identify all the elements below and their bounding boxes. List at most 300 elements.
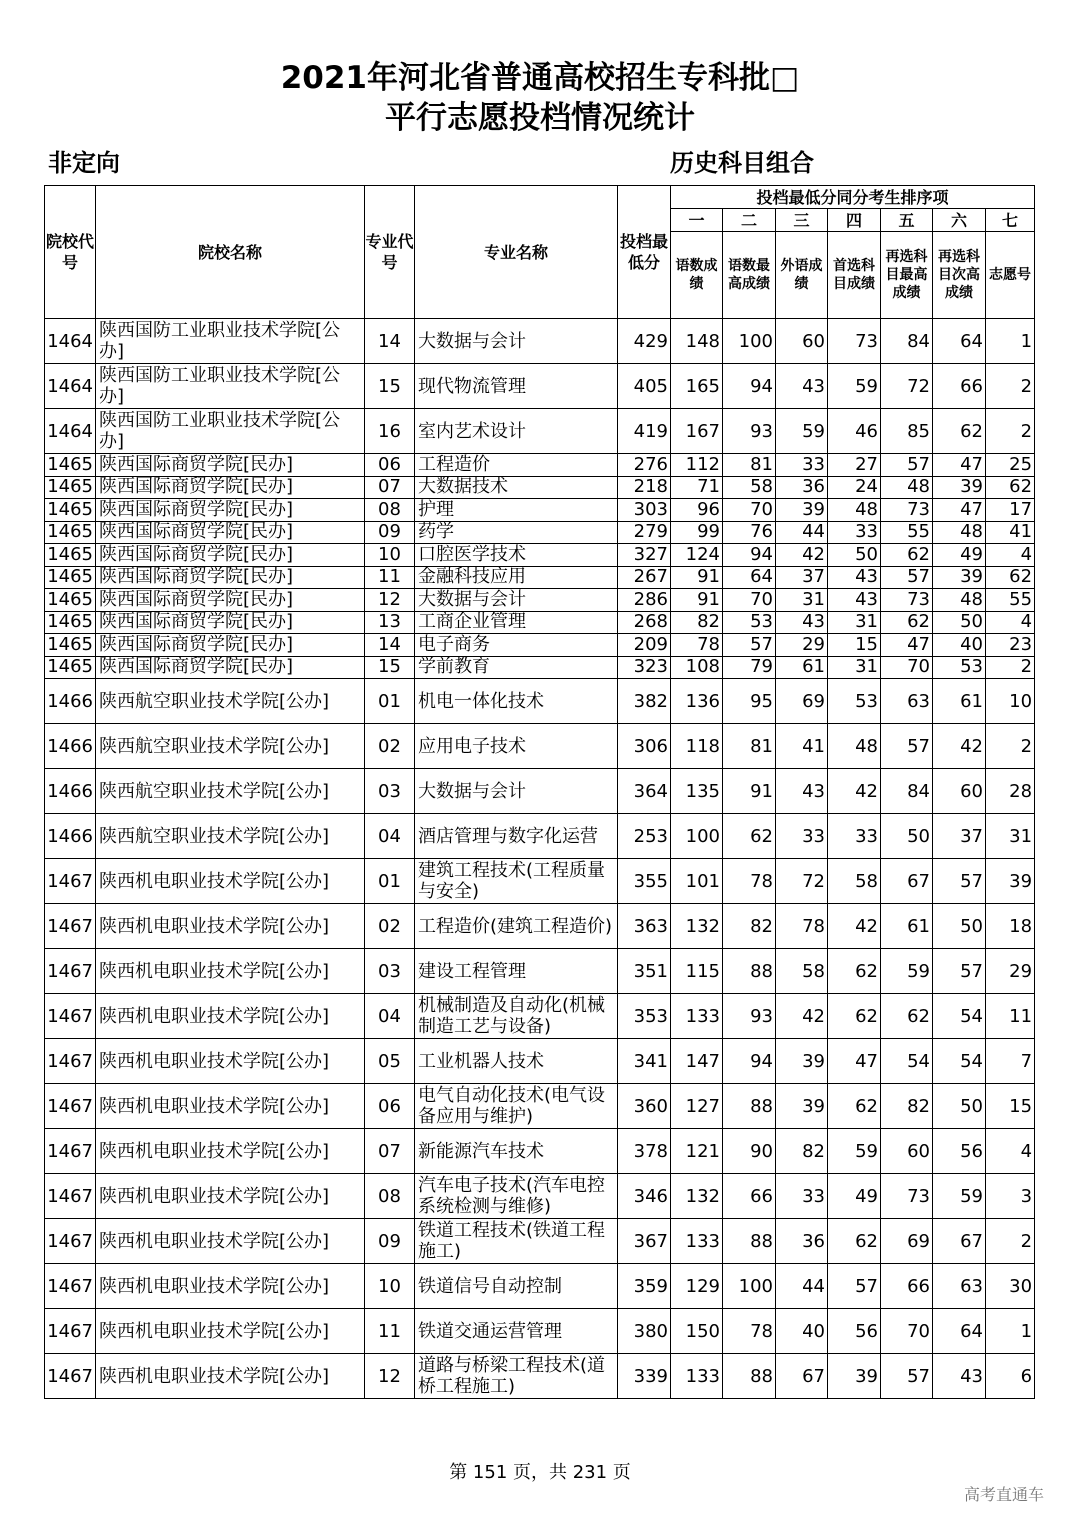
cell-rank-6: 40 — [933, 634, 986, 657]
cell-rank-7: 4 — [986, 544, 1035, 567]
table-row — [45, 904, 1035, 949]
cell-school-code: 1465 — [45, 521, 96, 544]
table-row — [45, 364, 1035, 409]
cell-rank-5: 82 — [881, 1084, 933, 1129]
cell-rank-6: 57 — [933, 949, 986, 994]
cell-min-score: 382 — [618, 679, 671, 724]
header-rank-item: 再选科目次高成绩 — [933, 232, 986, 319]
cell-major-code: 14 — [365, 634, 415, 657]
cell-rank-1: 100 — [671, 814, 723, 859]
cell-rank-1: 129 — [671, 1264, 723, 1309]
cell-rank-2: 70 — [723, 499, 776, 522]
cell-min-score: 360 — [618, 1084, 671, 1129]
cell-major-code: 09 — [365, 521, 415, 544]
header-rank-num: 五 — [881, 209, 933, 232]
cell-school-name: 陕西机电职业技术学院[公办] — [96, 1264, 365, 1309]
cell-rank-3: 69 — [776, 679, 828, 724]
cell-rank-4: 48 — [828, 499, 881, 522]
cell-min-score: 339 — [618, 1354, 671, 1399]
cell-min-score: 306 — [618, 724, 671, 769]
cell-min-score: 363 — [618, 904, 671, 949]
header-rank-item: 语数成绩 — [671, 232, 723, 319]
cell-rank-3: 44 — [776, 521, 828, 544]
table-row — [45, 1309, 1035, 1354]
cell-min-score: 341 — [618, 1039, 671, 1084]
cell-rank-2: 66 — [723, 1174, 776, 1219]
cell-school-code: 1467 — [45, 1039, 96, 1084]
cell-rank-7: 2 — [986, 364, 1035, 409]
cell-rank-1: 99 — [671, 521, 723, 544]
cell-rank-7: 1 — [986, 319, 1035, 364]
cell-school-code: 1465 — [45, 634, 96, 657]
table-row — [45, 1264, 1035, 1309]
cell-school-name: 陕西航空职业技术学院[公办] — [96, 724, 365, 769]
cell-rank-7: 6 — [986, 1354, 1035, 1399]
cell-rank-5: 62 — [881, 544, 933, 567]
cell-rank-5: 57 — [881, 454, 933, 477]
cell-school-name: 陕西国际商贸学院[民办] — [96, 499, 365, 522]
cell-min-score: 419 — [618, 409, 671, 454]
cell-major-name: 建筑工程技术(工程质量与安全) — [415, 859, 618, 904]
cell-major-name: 电气自动化技术(电气设备应用与维护) — [415, 1084, 618, 1129]
cell-rank-1: 132 — [671, 904, 723, 949]
cell-major-name: 护理 — [415, 499, 618, 522]
cell-school-name: 陕西机电职业技术学院[公办] — [96, 1129, 365, 1174]
cell-major-name: 新能源汽车技术 — [415, 1129, 618, 1174]
cell-rank-3: 40 — [776, 1309, 828, 1354]
cell-rank-3: 33 — [776, 1174, 828, 1219]
cell-rank-6: 56 — [933, 1129, 986, 1174]
cell-min-score: 355 — [618, 859, 671, 904]
cell-rank-4: 57 — [828, 1264, 881, 1309]
cell-major-name: 大数据技术 — [415, 476, 618, 499]
cell-rank-1: 165 — [671, 364, 723, 409]
cell-school-code: 1465 — [45, 566, 96, 589]
cell-school-name: 陕西机电职业技术学院[公办] — [96, 1039, 365, 1084]
cell-rank-5: 47 — [881, 634, 933, 657]
header-rank-num: 六 — [933, 209, 986, 232]
cell-min-score: 327 — [618, 544, 671, 567]
cell-rank-5: 73 — [881, 1174, 933, 1219]
header-rank-item: 外语成绩 — [776, 232, 828, 319]
cell-school-code: 1466 — [45, 769, 96, 814]
header-rank-num: 三 — [776, 209, 828, 232]
cell-min-score: 378 — [618, 1129, 671, 1174]
cell-rank-5: 62 — [881, 611, 933, 634]
cell-major-name: 汽车电子技术(汽车电控系统检测与维修) — [415, 1174, 618, 1219]
cell-rank-6: 63 — [933, 1264, 986, 1309]
table-row — [45, 994, 1035, 1039]
cell-rank-3: 39 — [776, 499, 828, 522]
cell-school-name: 陕西国际商贸学院[民办] — [96, 566, 365, 589]
cell-rank-6: 49 — [933, 544, 986, 567]
cell-rank-7: 4 — [986, 1129, 1035, 1174]
cell-major-name: 大数据与会计 — [415, 589, 618, 612]
cell-rank-4: 42 — [828, 769, 881, 814]
cell-rank-5: 69 — [881, 1219, 933, 1264]
cell-rank-4: 31 — [828, 611, 881, 634]
cell-min-score: 323 — [618, 656, 671, 679]
cell-min-score: 405 — [618, 364, 671, 409]
cell-rank-2: 81 — [723, 454, 776, 477]
cell-school-name: 陕西机电职业技术学院[公办] — [96, 1354, 365, 1399]
cell-rank-2: 95 — [723, 679, 776, 724]
cell-rank-2: 81 — [723, 724, 776, 769]
cell-school-code: 1465 — [45, 454, 96, 477]
cell-major-name: 工商企业管理 — [415, 611, 618, 634]
cell-major-code: 07 — [365, 476, 415, 499]
cell-rank-5: 70 — [881, 1309, 933, 1354]
cell-school-name: 陕西国际商贸学院[民办] — [96, 521, 365, 544]
cell-school-code: 1467 — [45, 1309, 96, 1354]
cell-rank-3: 31 — [776, 589, 828, 612]
cell-rank-4: 43 — [828, 589, 881, 612]
cell-rank-2: 93 — [723, 994, 776, 1039]
cell-rank-1: 148 — [671, 319, 723, 364]
cell-school-code: 1466 — [45, 724, 96, 769]
cell-school-name: 陕西航空职业技术学院[公办] — [96, 814, 365, 859]
cell-major-code: 02 — [365, 904, 415, 949]
cell-rank-5: 57 — [881, 724, 933, 769]
cell-major-name: 工程造价(建筑工程造价) — [415, 904, 618, 949]
cell-rank-7: 25 — [986, 454, 1035, 477]
cell-school-code: 1467 — [45, 1174, 96, 1219]
cell-rank-3: 61 — [776, 656, 828, 679]
cell-rank-4: 73 — [828, 319, 881, 364]
cell-rank-3: 43 — [776, 364, 828, 409]
cell-rank-3: 82 — [776, 1129, 828, 1174]
cell-rank-3: 59 — [776, 409, 828, 454]
cell-school-code: 1465 — [45, 544, 96, 567]
cell-school-code: 1464 — [45, 364, 96, 409]
cell-major-code: 11 — [365, 1309, 415, 1354]
cell-rank-1: 136 — [671, 679, 723, 724]
cell-rank-5: 57 — [881, 1354, 933, 1399]
cell-school-name: 陕西机电职业技术学院[公办] — [96, 1309, 365, 1354]
cell-rank-5: 54 — [881, 1039, 933, 1084]
cell-rank-7: 28 — [986, 769, 1035, 814]
cell-major-name: 应用电子技术 — [415, 724, 618, 769]
cell-school-name: 陕西机电职业技术学院[公办] — [96, 994, 365, 1039]
cell-rank-6: 59 — [933, 1174, 986, 1219]
cell-rank-6: 42 — [933, 724, 986, 769]
cell-rank-4: 59 — [828, 1129, 881, 1174]
cell-rank-4: 58 — [828, 859, 881, 904]
cell-rank-1: 91 — [671, 566, 723, 589]
cell-school-name: 陕西机电职业技术学院[公办] — [96, 904, 365, 949]
header-rank-num: 七 — [986, 209, 1035, 232]
table-row — [45, 1354, 1035, 1399]
cell-rank-7: 4 — [986, 611, 1035, 634]
cell-rank-5: 73 — [881, 589, 933, 612]
cell-school-code: 1467 — [45, 904, 96, 949]
cell-rank-1: 167 — [671, 409, 723, 454]
cell-major-code: 16 — [365, 409, 415, 454]
cell-school-code: 1466 — [45, 679, 96, 724]
cell-rank-2: 53 — [723, 611, 776, 634]
cell-school-code: 1467 — [45, 1354, 96, 1399]
cell-major-name: 工业机器人技术 — [415, 1039, 618, 1084]
cell-major-name: 机械制造及自动化(机械制造工艺与设备) — [415, 994, 618, 1039]
cell-rank-6: 47 — [933, 454, 986, 477]
cell-major-code: 05 — [365, 1039, 415, 1084]
table-row — [45, 589, 1035, 612]
cell-rank-7: 30 — [986, 1264, 1035, 1309]
cell-rank-3: 36 — [776, 1219, 828, 1264]
cell-min-score: 209 — [618, 634, 671, 657]
cell-rank-5: 73 — [881, 499, 933, 522]
cell-rank-3: 58 — [776, 949, 828, 994]
cell-rank-1: 101 — [671, 859, 723, 904]
cell-rank-6: 57 — [933, 859, 986, 904]
cell-major-code: 12 — [365, 589, 415, 612]
table-row — [45, 1084, 1035, 1129]
cell-rank-6: 48 — [933, 589, 986, 612]
table-row — [45, 1174, 1035, 1219]
cell-school-name: 陕西国际商贸学院[民办] — [96, 611, 365, 634]
cell-rank-3: 33 — [776, 814, 828, 859]
cell-min-score: 253 — [618, 814, 671, 859]
cell-rank-5: 60 — [881, 1129, 933, 1174]
cell-rank-4: 31 — [828, 656, 881, 679]
cell-school-name: 陕西国际商贸学院[民办] — [96, 656, 365, 679]
table-row — [45, 544, 1035, 567]
cell-school-code: 1467 — [45, 1129, 96, 1174]
table-row — [45, 1129, 1035, 1174]
cell-school-code: 1467 — [45, 994, 96, 1039]
cell-rank-2: 94 — [723, 544, 776, 567]
cell-rank-4: 33 — [828, 521, 881, 544]
header-rank-item: 再选科目最高成绩 — [881, 232, 933, 319]
cell-rank-2: 94 — [723, 1039, 776, 1084]
cell-rank-3: 33 — [776, 454, 828, 477]
cell-rank-3: 43 — [776, 769, 828, 814]
cell-rank-1: 71 — [671, 476, 723, 499]
cell-major-code: 01 — [365, 679, 415, 724]
watermark: 高考直通车 — [964, 1485, 1045, 1504]
cell-major-name: 工程造价 — [415, 454, 618, 477]
cell-rank-4: 47 — [828, 1039, 881, 1084]
cell-rank-4: 15 — [828, 634, 881, 657]
table-row — [45, 656, 1035, 679]
cell-rank-6: 43 — [933, 1354, 986, 1399]
cell-rank-4: 48 — [828, 724, 881, 769]
cell-min-score: 359 — [618, 1264, 671, 1309]
header-rank-item: 首选科目成绩 — [828, 232, 881, 319]
cell-rank-5: 66 — [881, 1264, 933, 1309]
cell-major-name: 道路与桥梁工程技术(道桥工程施工) — [415, 1354, 618, 1399]
subject-combination-label: 历史科目组合 — [670, 149, 814, 177]
cell-rank-4: 62 — [828, 949, 881, 994]
cell-rank-1: 127 — [671, 1084, 723, 1129]
cell-rank-5: 70 — [881, 656, 933, 679]
cell-major-code: 11 — [365, 566, 415, 589]
cell-rank-2: 94 — [723, 364, 776, 409]
cell-school-name: 陕西机电职业技术学院[公办] — [96, 1174, 365, 1219]
cell-school-code: 1464 — [45, 319, 96, 364]
cell-school-code: 1467 — [45, 859, 96, 904]
cell-rank-7: 2 — [986, 724, 1035, 769]
table-row — [45, 454, 1035, 477]
cell-rank-2: 57 — [723, 634, 776, 657]
cell-rank-7: 7 — [986, 1039, 1035, 1084]
cell-school-code: 1465 — [45, 499, 96, 522]
cell-school-name: 陕西机电职业技术学院[公办] — [96, 859, 365, 904]
cell-major-code: 12 — [365, 1354, 415, 1399]
cell-rank-1: 115 — [671, 949, 723, 994]
cell-major-code: 06 — [365, 454, 415, 477]
cell-school-name: 陕西国际商贸学院[民办] — [96, 454, 365, 477]
cell-school-name: 陕西国防工业职业技术学院[公办] — [96, 364, 365, 409]
cell-school-name: 陕西国防工业职业技术学院[公办] — [96, 409, 365, 454]
cell-major-code: 08 — [365, 1174, 415, 1219]
header-major-code: 专业代号 — [365, 186, 415, 319]
cell-rank-6: 64 — [933, 319, 986, 364]
cell-rank-1: 118 — [671, 724, 723, 769]
cell-rank-6: 39 — [933, 476, 986, 499]
cell-rank-6: 60 — [933, 769, 986, 814]
cell-rank-2: 82 — [723, 904, 776, 949]
cell-rank-4: 42 — [828, 904, 881, 949]
cell-rank-5: 63 — [881, 679, 933, 724]
cell-rank-1: 150 — [671, 1309, 723, 1354]
category-label: 非定向 — [48, 149, 120, 177]
cell-major-name: 铁道信号自动控制 — [415, 1264, 618, 1309]
header-rank-num: 一 — [671, 209, 723, 232]
cell-major-name: 室内艺术设计 — [415, 409, 618, 454]
cell-rank-3: 78 — [776, 904, 828, 949]
cell-rank-5: 50 — [881, 814, 933, 859]
cell-rank-7: 17 — [986, 499, 1035, 522]
cell-major-name: 大数据与会计 — [415, 319, 618, 364]
cell-rank-4: 49 — [828, 1174, 881, 1219]
table-row — [45, 679, 1035, 724]
table-row — [45, 611, 1035, 634]
cell-major-name: 酒店管理与数字化运营 — [415, 814, 618, 859]
cell-major-code: 01 — [365, 859, 415, 904]
cell-min-score: 346 — [618, 1174, 671, 1219]
cell-min-score: 364 — [618, 769, 671, 814]
cell-school-code: 1467 — [45, 1084, 96, 1129]
cell-rank-2: 62 — [723, 814, 776, 859]
cell-rank-5: 84 — [881, 769, 933, 814]
cell-rank-6: 50 — [933, 904, 986, 949]
cell-min-score: 286 — [618, 589, 671, 612]
table-row — [45, 724, 1035, 769]
cell-major-code: 15 — [365, 364, 415, 409]
cell-rank-7: 1 — [986, 1309, 1035, 1354]
table-row — [45, 521, 1035, 544]
header-rank-num: 四 — [828, 209, 881, 232]
cell-major-code: 02 — [365, 724, 415, 769]
header-rank-item: 语数最高成绩 — [723, 232, 776, 319]
cell-rank-3: 29 — [776, 634, 828, 657]
cell-school-code: 1467 — [45, 1264, 96, 1309]
cell-rank-6: 61 — [933, 679, 986, 724]
cell-major-name: 机电一体化技术 — [415, 679, 618, 724]
cell-major-name: 大数据与会计 — [415, 769, 618, 814]
cell-school-name: 陕西国防工业职业技术学院[公办] — [96, 319, 365, 364]
cell-major-code: 15 — [365, 656, 415, 679]
cell-rank-6: 39 — [933, 566, 986, 589]
cell-rank-2: 88 — [723, 1354, 776, 1399]
cell-school-code: 1465 — [45, 656, 96, 679]
cell-rank-6: 50 — [933, 1084, 986, 1129]
cell-rank-4: 56 — [828, 1309, 881, 1354]
cell-major-code: 03 — [365, 949, 415, 994]
cell-school-name: 陕西机电职业技术学院[公办] — [96, 949, 365, 994]
cell-rank-6: 53 — [933, 656, 986, 679]
cell-rank-3: 60 — [776, 319, 828, 364]
cell-rank-5: 59 — [881, 949, 933, 994]
cell-rank-4: 62 — [828, 1219, 881, 1264]
cell-major-code: 04 — [365, 994, 415, 1039]
page-title-line1: 2021年河北省普通高校招生专科批□ — [280, 60, 800, 96]
header-school-name: 院校名称 — [96, 186, 365, 319]
cell-rank-7: 55 — [986, 589, 1035, 612]
admission-table — [44, 185, 1035, 1399]
cell-rank-1: 133 — [671, 1219, 723, 1264]
table-row — [45, 476, 1035, 499]
cell-rank-5: 62 — [881, 994, 933, 1039]
cell-rank-6: 67 — [933, 1219, 986, 1264]
cell-rank-7: 39 — [986, 859, 1035, 904]
cell-rank-1: 133 — [671, 1354, 723, 1399]
cell-rank-1: 96 — [671, 499, 723, 522]
header-major-name: 专业名称 — [415, 186, 618, 319]
cell-rank-7: 2 — [986, 1219, 1035, 1264]
cell-rank-7: 2 — [986, 656, 1035, 679]
cell-rank-1: 135 — [671, 769, 723, 814]
cell-rank-7: 15 — [986, 1084, 1035, 1129]
cell-major-name: 建设工程管理 — [415, 949, 618, 994]
cell-rank-7: 41 — [986, 521, 1035, 544]
cell-major-name: 口腔医学技术 — [415, 544, 618, 567]
cell-major-code: 08 — [365, 499, 415, 522]
cell-rank-5: 61 — [881, 904, 933, 949]
cell-rank-7: 2 — [986, 409, 1035, 454]
cell-rank-7: 3 — [986, 1174, 1035, 1219]
cell-rank-4: 50 — [828, 544, 881, 567]
cell-school-name: 陕西机电职业技术学院[公办] — [96, 1084, 365, 1129]
cell-rank-3: 44 — [776, 1264, 828, 1309]
cell-rank-2: 90 — [723, 1129, 776, 1174]
cell-major-code: 07 — [365, 1129, 415, 1174]
cell-rank-3: 41 — [776, 724, 828, 769]
cell-rank-6: 48 — [933, 521, 986, 544]
page-title-line2: 平行志愿投档情况统计 — [385, 100, 695, 136]
cell-min-score: 268 — [618, 611, 671, 634]
cell-rank-6: 47 — [933, 499, 986, 522]
cell-rank-5: 48 — [881, 476, 933, 499]
cell-rank-2: 88 — [723, 1084, 776, 1129]
cell-rank-3: 67 — [776, 1354, 828, 1399]
cell-school-code: 1465 — [45, 611, 96, 634]
cell-rank-2: 78 — [723, 859, 776, 904]
cell-rank-2: 79 — [723, 656, 776, 679]
cell-school-code: 1467 — [45, 1219, 96, 1264]
cell-major-code: 13 — [365, 611, 415, 634]
cell-rank-4: 33 — [828, 814, 881, 859]
cell-min-score: 429 — [618, 319, 671, 364]
cell-rank-1: 147 — [671, 1039, 723, 1084]
cell-school-name: 陕西国际商贸学院[民办] — [96, 544, 365, 567]
header-rank-group: 投档最低分同分考生排序项 — [671, 186, 1035, 209]
table-row — [45, 1039, 1035, 1084]
cell-rank-3: 42 — [776, 544, 828, 567]
cell-min-score: 218 — [618, 476, 671, 499]
table-row — [45, 499, 1035, 522]
